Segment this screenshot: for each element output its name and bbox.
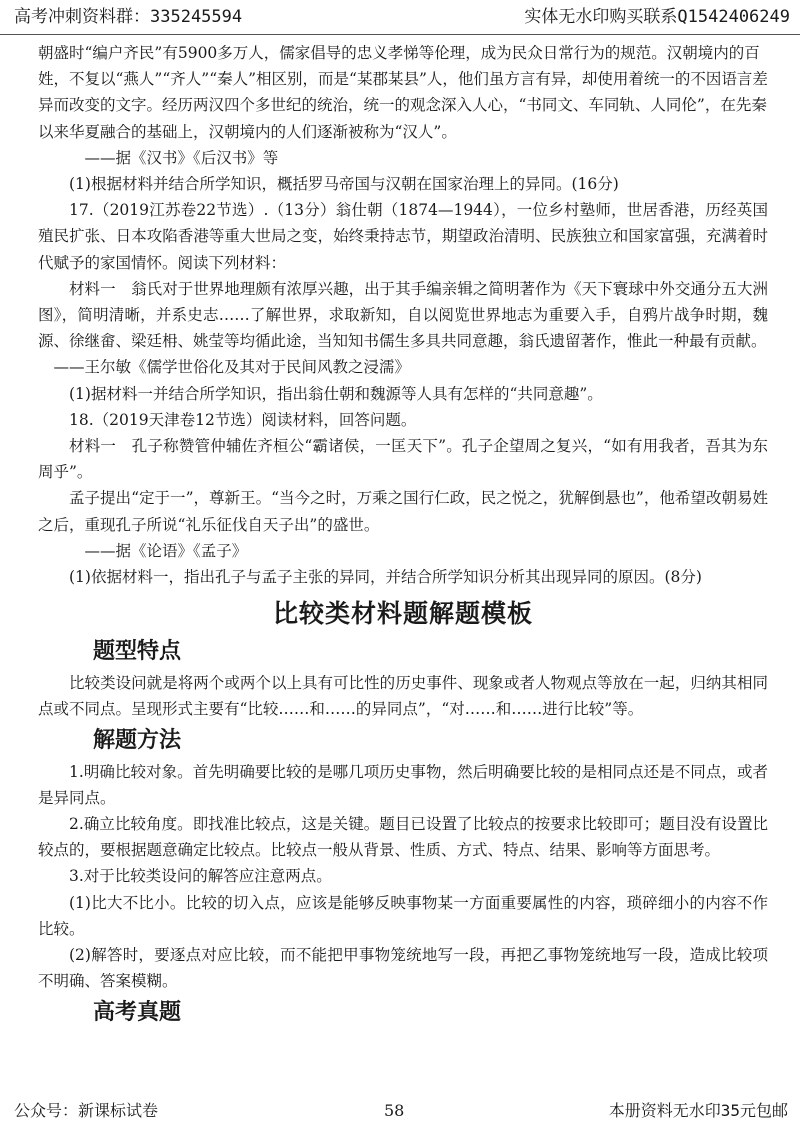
question-18-intro: 18.（2019天津卷12节选）阅读材料，回答问题。 [69, 410, 417, 429]
question-17-material-1: 材料一 翁氏对于世界地理颇有浓厚兴趣，出于其手编亲辑之简明著作为《天下寰球中外交通分五大洲图》，简明清晰，并系史志……了解世界，求取新知，自以阅览世界地志为重要入手，自鸦片战争时期，魏源、徐继畲、梁廷枏、姚莹等均循此途，当知知书儒生多具共同意趣，翁氏遗留著作，惟此一种最有贡献。 [38, 279, 768, 351]
page-number: 58 [384, 1101, 405, 1120]
subheading-methods: 解题方法 [93, 727, 182, 753]
source-citation: ——据《汉书》《后汉书》等 [84, 148, 279, 167]
method-3-point-1: (1)比大不比小。比较的切入点，应该是能够反映事物某一方面重要属性的内容，琐碎细小的内容不作比较。 [38, 893, 768, 938]
header-group-info: 高考冲刺资料群：335245594 [14, 7, 243, 27]
footer-account: 公众号：新课标试卷 [14, 1101, 159, 1120]
question-18-part-1: (1)依据材料一，指出孔子与孟子主张的异同，并结合所学知识分析其出现异同的原因。(8分) [69, 568, 702, 587]
question-18-material-1b: 孟子提出“定于一”，尊新王。“当今之时，万乘之国行仁政，民之悦之，犹解倒悬也”，他希望改朝易姓之后，重现孔子所说“礼乐征伐自天子出”的盛世。 [38, 489, 768, 534]
method-1: 1.明确比较对象。首先明确要比较的是哪几项历史事物，然后明确要比较的是相同点还是不同点，或者是异同点。 [38, 762, 768, 807]
paragraph-continued: 朝盛时“编户齐民”有5900多万人，儒家倡导的忠义孝悌等伦理，成为民众日常行为的规范。汉朝境内的百姓，不复以“燕人”“齐人”“秦人”相区别，而是“某郡某县”人，他们虽方言有异，却使用着统一的不因语言差异而改变的文字。经历两汉四个多世纪的统治，统一的观念深入人心，“书同文、车同轨、人同伦”，在先秦以来华夏融合的基础上，汉朝境内的人们逐渐被称为“汉人”。 [38, 44, 768, 141]
question-17-part-1: (1)据材料一并结合所学知识，指出翁仕朝和魏源等人具有怎样的“共同意趣”。 [69, 384, 603, 403]
method-3: 3.对于比较类设问的解答应注意两点。 [69, 867, 332, 886]
subheading-real-exams: 高考真题 [93, 999, 182, 1025]
page-footer [0, 1094, 800, 1128]
question-18-source: ——据《论语》《孟子》 [84, 541, 248, 560]
features-text: 比较类设问就是将两个或两个以上具有可比性的历史事件、现象或者人物观点等放在一起，归纳其相同点或不同点。呈现形式主要有“比较……和……的异同点”，“对……和……进行比较”等。 [38, 674, 768, 719]
section-title: 比较类材料题解题模板 [272, 599, 533, 629]
subheading-features: 题型特点 [93, 639, 182, 665]
page-header [0, 0, 800, 35]
question-18-material-1a: 材料一 孔子称赞管仲辅佐齐桓公“霸诸侯，一匡天下”。孔子企望周之复兴，“如有用我者，吾其为东周乎”。 [38, 437, 768, 482]
footer-notice: 本册资料无水印35元包邮 [608, 1101, 788, 1120]
page-content [38, 40, 768, 1031]
method-2: 2.确立比较角度。即找准比较点，这是关键。题目已设置了比较点的按要求比较即可；题目没有设置比较点的，要根据题意确定比较点。比较点一般从背景、性质、方式、特点、结果、影响等方面思考。 [38, 815, 768, 860]
header-contact-info: 实体无水印购买联系Q1542406249 [524, 7, 790, 27]
question-17-source: ——王尔敏《儒学世俗化及其对于民间风教之浸濡》 [53, 358, 411, 377]
question-16-part-1: (1)根据材料并结合所学知识，概括罗马帝国与汉朝在国家治理上的异同。(16分) [69, 175, 619, 194]
question-17-intro: 17.（2019江苏卷22节选）.（13分）翁仕朝（1874—1944），一位乡村塾师，世居香港，历经英国殖民扩张、日本攻陷香港等重大世局之变，始终秉持志节，期望政治清明、民族独立和国家富强，充满着时代赋予的家国情怀。阅读下列材料： [38, 201, 768, 272]
method-3-point-2: (2)解答时，要逐点对应比较，而不能把甲事物笼统地写一段，再把乙事物笼统地写一段，造成比较项不明确、答案模糊。 [38, 946, 768, 991]
